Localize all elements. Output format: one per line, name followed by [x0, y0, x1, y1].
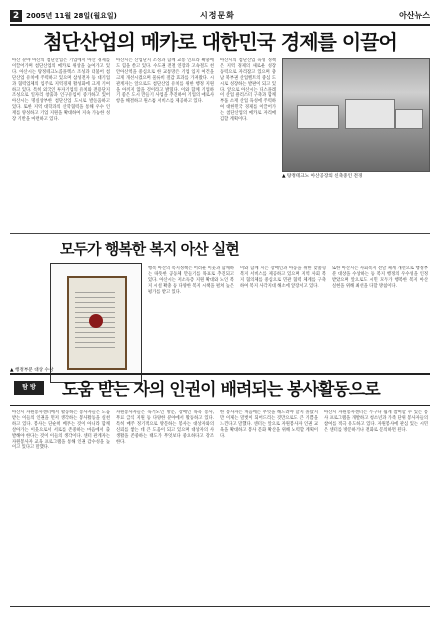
volunteer-headline: 도움 받는 자의 인권이 배려되는 봉사활동으로 — [62, 380, 380, 400]
report-badge: 탐 방 — [14, 381, 44, 395]
welfare-headline: 모두가 행복한 복지 아산 실현 — [60, 240, 239, 258]
volunteer-article-col1: 아산시 자원봉사센터에서 활동하는 봉사자들은 도움 받는 이들의 인권을 먼저 생각하는 봉사활동을 실천하고 있다. 봉사는 단순히 베푸는 것이 아니라 함께 살아가는 이웃으로서 서로를 존중하는 마음에서 출발해야 한다는 것이 이들의 생각이다. 센터 관계자는 자원봉사자 교육 프로그램을 통해 인권 감수성을 높이고 있다고 말했다. — [12, 410, 110, 451]
award-plaque — [67, 276, 127, 370]
main-article-col2: 아산시는 산업단지 조성과 함께 교통 인프라 확충에도 힘을 쏟고 있다. 수도권 전철 연장과 고속철도 천안아산역을 중심으로 한 교통망은 기업 입지 여건을 크게 개선시켰으며 물류비 절감 효과를 가져왔다. 시 관계자는 앞으로도 첨단산업 유치를 위한 행정 지원을 아끼지 않을 것이라고 밝혔다. 이와 함께 기업하기 좋은 도시 만들기 사업을 추진하여 기업의 애로사항을 해결하고 원스톱 서비스를 제공하고 있다. — [116, 58, 214, 105]
section-divider — [10, 233, 430, 234]
plaque-seal — [89, 314, 103, 328]
page-header — [10, 10, 430, 26]
main-article-col3: 아산시의 첨단산업 육성 정책은 지역 경제의 새로운 성장 동력으로 자리잡고 있으며 충남 북부권 산업벨트의 중심 도시로 성장하는 발판이 되고 있다. 앞으로 아산시는 디스플레이 산업 클러스터 구축과 함께 부품 소재 산업 육성에 주력하여 대한민국 경제를 이끌어가는 첨단산업의 메카로 자리매김할 계획이다. — [220, 58, 276, 123]
welfare-article-col2: 이와 함께 시는 장애인과 아동을 위한 맞춤형 복지 서비스를 제공하고 있으며 지역 사회 복지 협의체를 중심으로 민관 협력 체계를 구축하여 복지 사각지대 해소에 앞장서고 있다. — [240, 266, 326, 289]
main-headline: 첨단산업의 메카로 대한민국 경제를 이끌어 — [43, 30, 397, 54]
volunteer-article-col3: 한 봉사자는 처음에는 무엇을 해드려야 할지 몰랐지만 이제는 말벗이 되어드리는 것만으로도 큰 기쁨을 느낀다고 말했다. 센터는 앞으로 자원봉사자 인권 교육을 확대하고 봉사 문화 확산을 위해 노력할 계획이다. — [220, 410, 318, 439]
page-number: 2 — [10, 10, 22, 22]
welfare-article-col1: 행복 아산의 복지정책은 어려운 이웃과 함께하는 따뜻한 공동체 만들기를 목표로 추진되고 있다. 아산시는 저소득층 지원 확대와 노인 복지 시설 확충 등 다양한 복지 시책을 펼쳐 높은 평가를 받고 있다. — [148, 266, 234, 295]
photo-building — [345, 99, 395, 129]
factory-photo-caption: ▲ 탕정테크노 아산공장의 신축중인 전경 — [282, 174, 363, 179]
section-name: 아산뉴스 — [399, 11, 430, 20]
page-footer-rule — [10, 606, 430, 607]
paper-name: 시정문화 — [200, 11, 235, 20]
factory-photo — [282, 58, 430, 172]
volunteer-article-col2: 자원봉사자들은 독거노인 방문, 장애인 목욕 봉사, 무료 급식 지원 등 다양한 분야에서 활동하고 있다. 특히 매주 정기적으로 방문하는 봉사는 대상자와의 신뢰를 쌓는 데 큰 도움이 되고 있으며 대상자의 사생활을 존중하는 태도가 무엇보다 중요하다고 강조한다. — [116, 410, 214, 445]
main-article-col1: 아산 분야 아산의 첨단산업은 기업에서 아산 경제를 이끌어가며 첨단산업의 메카로 위상을 높여가고 있다. 아산시는 탕정테크노콤플렉스 조성과 더불어 첨단산업 유치에 주력하고 있으며 삼성전자 등 대기업과 협력업체의 입주로 지역경제 활성화에 크게 기여하고 있다. 특히 외국인 투자기업의 유치와 전용단지 조성으로 일자리 창출과 인구유입이 증가하고 있어 아산시는 명실상부한 첨단산업 도시로 발돋움하고 있다. 또한 지역 대학과의 산학협력을 통해 우수 인재를 양성하고 기업 지원을 확대하여 지속 가능한 성장 기반을 마련하고 있다. — [12, 58, 110, 123]
award-photo — [50, 263, 142, 383]
photo-building — [297, 105, 339, 129]
photo-building — [395, 109, 423, 129]
issue-date: 2005년 11월 28일(월요일) — [26, 12, 117, 20]
volunteer-article-col4: 아산시 자원봉사센터는 누구나 쉽게 참여할 수 있는 봉사 프로그램을 개발하고 청소년과 가족 단위 봉사자들의 참여를 적극 유도하고 있다. 자원봉사에 관심 있는 시민은 센터를 방문하거나 전화로 문의하면 된다. — [324, 410, 428, 433]
award-photo-caption: ▲ 행정부분 대상 수상 — [10, 368, 54, 373]
welfare-article-col3: 또한 아산시는 사회복지 전달 체계 개선으로 행정부분 대상을 수상하는 등 복지 행정의 우수성을 인정받았으며 앞으로도 시민 모두가 행복한 복지 아산 실현을 위해 최선을 다할 방침이다. — [332, 266, 428, 289]
